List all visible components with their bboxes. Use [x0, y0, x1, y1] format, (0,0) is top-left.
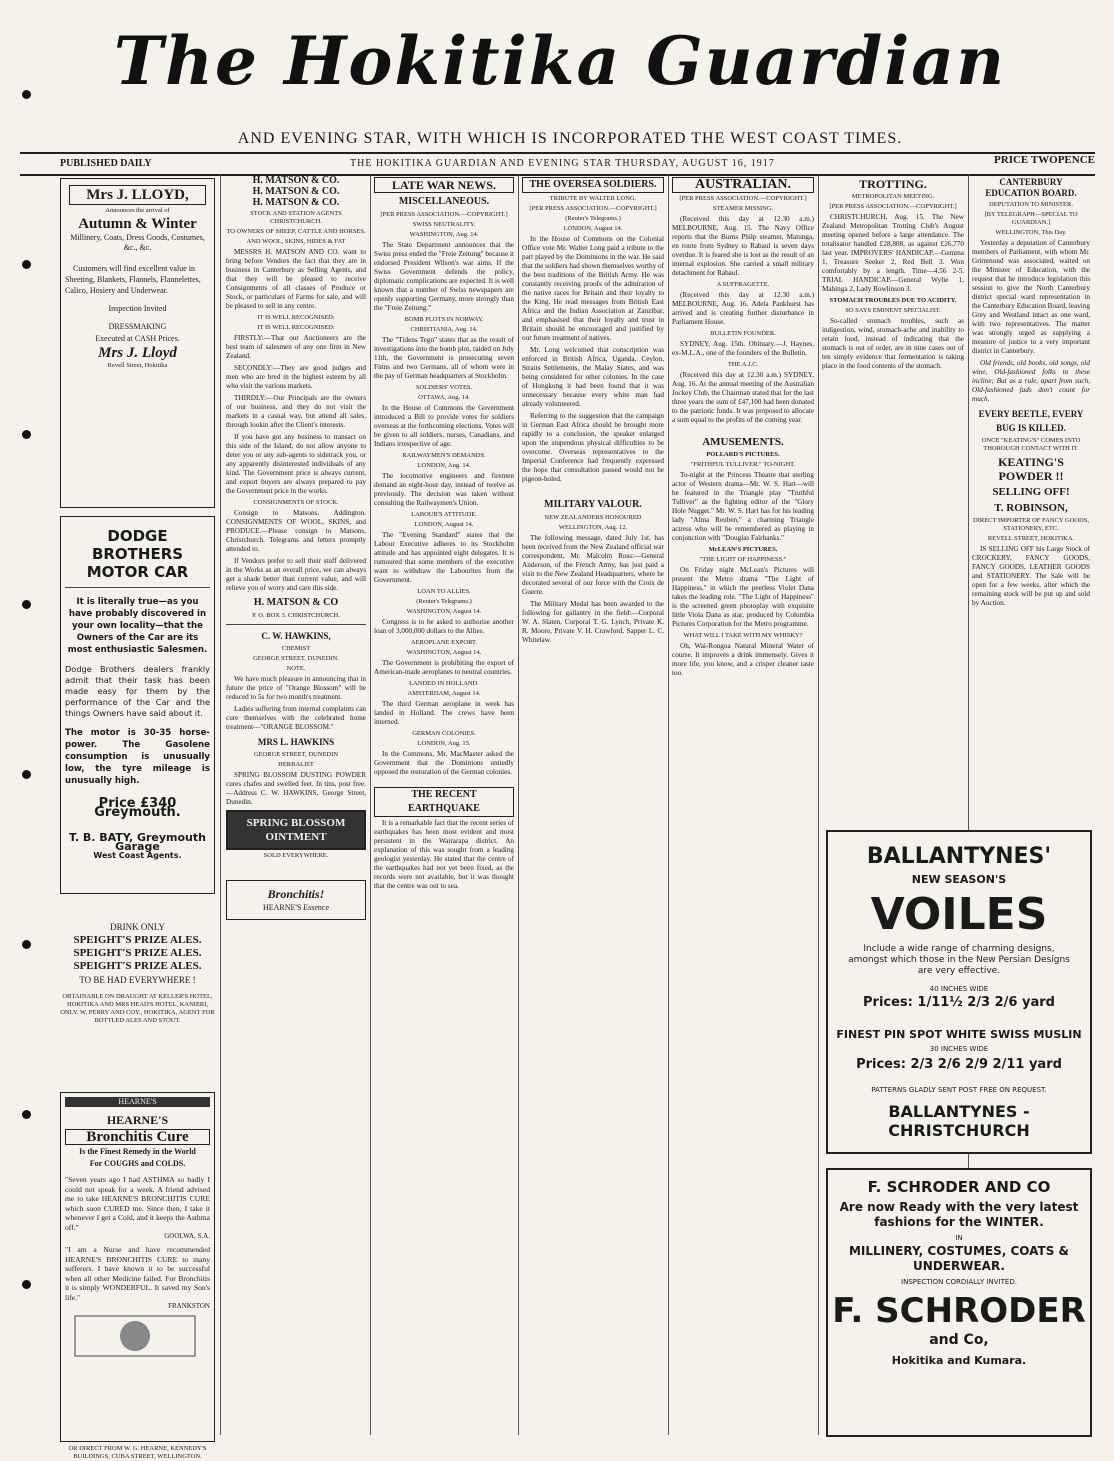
loan-src: (Reuter's Telegrams.): [416, 598, 472, 605]
schroder-places: Hokitika and Kumara.: [891, 1354, 1027, 1367]
board-sub: DEPUTATION TO MINISTER.: [989, 201, 1073, 208]
matson-para-3: SECONDLY:—They are good judges and men who are bred in the highest esteem by all who visit the various markets.: [226, 364, 366, 390]
matson-para-7: If Vendors prefer to sell their stuff delivered in the Works as an overall price, we can always get a shade better than current value, and will relieve you of worry and care this side.: [226, 557, 366, 592]
loan-date: WASHINGTON, August 14.: [406, 608, 482, 615]
ale-line-2: SPEIGHT'S PRIZE ALES.: [73, 947, 202, 959]
hawkins-name: C. W. HAWKINS,: [261, 631, 331, 641]
schroder-goods: MILLINERY, COSTUMES, COATS & UNDERWEAR.: [848, 1244, 1070, 1273]
valour-text: The following message, dated July 1st, has been received from the New Zealand official war correspondent, Mr. Malcolm Ross:—General Anderson, of the French Army, has just paid a visit to the New Zealand Headquarters, where he decorated several of our force with the Croix de Guerre.: [522, 534, 664, 596]
column-rule: [220, 175, 221, 1435]
bronchitis-hearne: HEARNE'S Essence: [262, 903, 330, 912]
australian-assoc: [PER PRESS ASSOCIATION.—COPYRIGHT.]: [679, 195, 807, 202]
oversea-text: In the House of Commons on the Colonial Office vote Mr. Walter Long paid a tribute to the part played by the Dominions in the war. He said that the soldiers had shown themselves worthy of the best traditions of the British Army. He was constantly receiving proofs of the admiration of the native races for Britain and their loyalty to the King. He read messages from British East Africa and the Indian Association at Zanzibar, and emphasised that their loyalty and trust in Britain should be encouraged and justified by our future treatment of natives.: [522, 235, 664, 342]
column-1: [60, 175, 215, 1460]
column-rule: [818, 175, 819, 1435]
labour-head: LABOUR'S ATTITUDE.: [411, 511, 477, 518]
dodge-para-2: Dodge Brothers dealers frankly admit that their task has been made easy for them by the performance of the Car and the things Owners have said about it.: [65, 664, 210, 718]
binding-hole: [22, 600, 31, 609]
speights-advert: [60, 922, 215, 1082]
norway-head: BOMB PLOTS IN NORWAY.: [404, 316, 484, 323]
pollard-sub: "FRITHFUL TULLIVER." TO-NIGHT.: [690, 461, 796, 468]
hearne-quote-2: "I am a Nurse and have recommended HEARNE'S BRONCHITIS CURE to many sufferers. I have known it to be successful when all other Medicine failed. For Bronchitis it is simply WONDERFUL. It saved my Son's life.": [65, 1245, 210, 1302]
war-news-title: LATE WAR NEWS.: [374, 177, 514, 193]
oversea-reuter: (Reuter's Telegrams.): [565, 215, 621, 222]
lloyd-signature: Mrs J. Lloyd: [98, 345, 177, 361]
hearne-footer: OR DIRECT FROM W. G. HEARNE, KENNEDY'S BUILDINGS, CUBA STREET, WELLINGTON.: [68, 1445, 207, 1460]
schroder-ready: Are now Ready with the very latest fashions for the WINTER.: [839, 1200, 1079, 1229]
binding-hole: [22, 940, 31, 949]
binding-hole: [22, 1280, 31, 1289]
matson-owners: TO OWNERS OF SHEEP, CATTLE AND HORSES.: [226, 228, 366, 235]
matson-wool: AND WOOL, SKINS, HIDES & FAT: [246, 238, 346, 245]
binding-hole: [22, 770, 31, 779]
matson-sub: STOCK AND STATION AGENTS CHRISTCHURCH.: [250, 210, 342, 225]
rail-text: The locomotive engineers and firemen demand an eight-hour day, instead of twelve as previously. The decision was taken without consulting the Railwaymen's Union.: [374, 472, 514, 507]
dodge-advert: [60, 516, 215, 894]
published-daily: PUBLISHED DAILY: [60, 158, 152, 169]
ballantynes-prices-2: Prices: 2/3 2/6 2/9 2/11 yard: [856, 1057, 1062, 1072]
oversea-title: THE OVERSEA SOLDIERS.: [522, 177, 664, 193]
hearne-finest: Is the Finest Remedy in the World: [79, 1147, 196, 1156]
matson-rec-2: IT IS WELL RECOGNISED:: [257, 324, 335, 331]
stomach-text: So-called stomach troubles, such as indigestion, wind, stomach-ache and inability to retain food, instead of indicating that the stomach is out of order, are in nine cases out of ten simply evidence that fermentation is taking place in the food contents of the stomach.: [822, 317, 964, 370]
oversea-assoc: [PER PRESS ASSOCIATION.—COPYRIGHT.]: [529, 205, 657, 212]
dodge-title: DODGE BROTHERS MOTOR CAR: [86, 527, 189, 581]
stomach-head: STOMACH TROUBLES DUE TO ACIDITY.: [829, 297, 957, 304]
ale-line-3: SPEIGHT'S PRIZE ALES.: [73, 960, 202, 972]
sundry-verse: Old friends, old books, old songs, old wine, Old-fashioned folks to these incline; But as a rule, apart from such, Old-fashioned fads don't count for much.: [972, 359, 1090, 403]
pollard-text: To-night at the Princess Theatre that sterling actor of Western drama—Mr. W. S. Hart—will be featured in the Triangle play "Truthful Tulliver" as the fighting editor of the "Glory Hole Nugget." Mr. W. S. Hart has for his leading lady "Alma Reuben," a charming Triangle actress who will be remembered as playing in conjunction with "Douglas Fairbanks.": [672, 471, 814, 542]
ale-line-1: SPEIGHT'S PRIZE ALES.: [73, 934, 202, 946]
lloyd-goods: Millinery, Coats, Dress Goods, Costumes, &c., &c.: [70, 233, 205, 252]
hawkins-note: NOTE.: [286, 665, 306, 672]
loan-text: Congress is to be asked to authorise another loan of 3,000,000 dollars to the Allies.: [374, 618, 514, 635]
valour-sub: NEW ZEALANDERS HONOURED: [544, 514, 642, 521]
steamer-text: (Received this day at 12.30 a.m.) MELBOURNE, Aug. 15. The Navy Office reports that the Burns Philp steamer, Matunga, en route from Sydney to Rabaul is seven days overdue. It is feared she is lost as the result of an internal explosion. She carried a small military detachment for Rabaul.: [672, 215, 814, 277]
hearne-title: HEARNE'S: [106, 1113, 169, 1127]
robinson-text: IS SELLING OFF his Large Stock of CROCKERY, FANCY GOODS, FANCY GOODS, LEATHER GOODS and STATIONERY. The Sale will be open for a few weeks, after which the remaining stock will be put up and sold by Auction.: [972, 545, 1090, 607]
colonies-date: LONDON, Aug. 15.: [417, 740, 471, 747]
ballantynes-muslin: FINEST PIN SPOT WHITE SWISS MUSLIN: [836, 1028, 1082, 1041]
lloyd-cash: Executed at CASH Prices.: [95, 334, 180, 343]
hearne-sign-1: GOOLWA, S.A.: [164, 1232, 210, 1240]
hawkins-herbalist: HERBALIST: [278, 761, 314, 768]
matson-para-5: If you have got any business to transact on this side of the Island, do not allow anyone to deter you or any sub-agents to sidetrack you, or any apparently disinterested individuals of any kind. The Government price is always current, and export buyers are always prepared to pay the Government price in the works.: [226, 433, 366, 495]
swiss-text: The State Department announces that the Swiss press ended the "Freie Zeitung" because it endorsed President Wilson's war aims. If the Swiss Government defends the policy, diplomatic complications are expected. It is well known that a number of Swiss newspapers are openly supporting Germany, more strongly than the "Freie Zeitung.": [374, 241, 514, 312]
war-news-misc: MISCELLANEOUS.: [398, 196, 490, 207]
masthead-subtitle: AND EVENING STAR, WITH WHICH IS INCORPORATED THE WEST COAST TIMES.: [237, 130, 903, 147]
steamer-head: STEAMER MISSING.: [712, 205, 774, 212]
soldiers-text: In the House of Commons the Government introduced a Bill to provide votes for soldiers overseas at the forthcoming elections. Votes will be given to all soldiers, nurses, Canadians, and Indians irrespective of age.: [374, 404, 514, 448]
matson-para-2: FIRSTLY:—That our Auctioneers are the best team of salesmen of any one firm in New Zealand.: [226, 334, 366, 360]
board-title: CANTERBURY EDUCATION BOARD.: [985, 177, 1077, 198]
lloyd-dress: DRESSMAKING: [108, 322, 167, 331]
dodge-para-3: The motor is 30-35 horse-power. The Gasolene consumption is unusually low, the tyre mileage is unusually high.: [65, 728, 210, 786]
column-rule: [668, 175, 669, 1435]
lloyd-invite: Inspection Invited: [108, 304, 167, 313]
hearne-sign-2: FRANKSTON: [168, 1302, 210, 1310]
column-6: [822, 175, 964, 825]
trotting-sub: METROPOLITAN MEETING.: [851, 193, 935, 200]
suffragette-head: A SUFFRAGETTE.: [716, 281, 770, 288]
matson-para-6: Consign to Matsons, Addington. CONSIGNMENTS OF WOOL, SKINS, and PRODUCE.—Please consign to Matsons, Christchurch. Telegrams and letters promptly attended to.: [226, 509, 366, 553]
ballantynes-desc: Include a wide range of charming designs, amongst which those in the New Persian Designs are very effective.: [848, 944, 1070, 976]
trotting-assoc: [PER PRESS ASSOCIATION.—COPYRIGHT.]: [829, 203, 957, 210]
suffragette-text: (Received this day at 12.30 a.m.) MELBOURNE, Aug. 16. Adela Pankhurst has arrived and is creating further disturbance in Parliament House.: [672, 291, 814, 326]
matson-consign: CONSIGNMENTS OF STOCK.: [253, 499, 339, 506]
column-rule: [518, 175, 519, 1435]
price: PRICE TWOPENCE: [994, 154, 1095, 166]
oversea-date: LONDON, August 14.: [563, 225, 623, 232]
rail-head: RAILWAYMEN'S DEMANDS.: [402, 452, 486, 459]
war-news-assoc: [PER PRESS ASSOCIATION.—COPYRIGHT.]: [380, 211, 508, 218]
valour-head: MILITARY VALOUR.: [544, 499, 642, 510]
hawkins-street: GEORGE STREET, DUNEDIN.: [253, 655, 339, 662]
amusements-head: AMUSEMENTS.: [702, 436, 784, 448]
bulletin-head: BULLETIN FOUNDER.: [710, 330, 776, 337]
valour-date: WELLINGTON, Aug. 12.: [558, 524, 628, 531]
column-4: [522, 175, 664, 1435]
hearne-illustration: [65, 1311, 205, 1361]
soldiers-head: SOLDIERS' VOTES.: [415, 384, 473, 391]
lloyd-name: Mrs J. LLOYD,: [69, 185, 206, 205]
dodge-price: Price £340 Greymouth.: [94, 796, 181, 820]
ballantynes-new: NEW SEASON'S: [911, 873, 1007, 886]
rail-date: LONDON, Aug. 14.: [417, 462, 471, 469]
board-date: WELLINGTON, This Day.: [995, 229, 1067, 236]
schroder-in: IN: [955, 1234, 963, 1242]
hawkins-para-1: We have much pleasure in announcing that in future the price of "Orange Blossom" will be reduced to 5s for two month's treatment.: [226, 675, 366, 701]
matson-line-3: H. MATSON & CO.: [252, 197, 340, 208]
ale-had: TO BE HAD EVERYWHERE !: [79, 975, 196, 985]
colonies-text: In the Commons, Mr. MacMaster asked the Government that the Dominions unitedly opposed the restoration of the German colonies.: [374, 750, 514, 776]
keating-title: KEATING'S POWDER !!: [998, 455, 1064, 483]
binding-hole: [22, 260, 31, 269]
ballantynes-signature: BALLANTYNES - CHRISTCHURCH: [888, 1102, 1030, 1140]
masthead-title: The Hokitika Guardian: [113, 22, 1007, 100]
australian-title: AUSTRALIAN.: [672, 177, 814, 193]
aero-head: AEROPLANE EXPORT.: [410, 639, 478, 646]
dodge-dealer: T. B. BATY, Greymouth Garage: [69, 831, 206, 853]
dateline-bar: [20, 152, 1095, 176]
norway-date: CHRISTIANIA, Aug. 14.: [410, 326, 478, 333]
trotting-title: TROTTING.: [859, 177, 927, 191]
matson-line-1: H. MATSON & CO.: [252, 175, 340, 186]
earthquake-text: It is a remarkable fact that the recent series of earthquakes has been most evident and most persistent in the Wairarapa district. An explanation of this was sought from a leading geologist yesterday. He stated that the centre of the earthquakes had not yet been fixed, as the records were not available, but it was thought that the centre was out to sea.: [374, 819, 514, 890]
robinson-address: REVELL STREET, HOKITIKA.: [987, 535, 1075, 542]
binding-hole: [22, 90, 31, 99]
oversea-text-2: Mr. Long welcomed that conscription was enforced in British Africa, Uganda, Ceylon, Straits Settlements, the Malay States, and was being considered for other colonies. In the case of Hongkong it had been found that it was unnecessary because every white man had already volunteered.: [522, 346, 664, 408]
holland-head: LANDED IN HOLLAND.: [409, 680, 479, 687]
matson-line-2: H. MATSON & CO.: [252, 186, 340, 197]
hawkins-signature: MRS L. HAWKINS: [257, 737, 335, 747]
lloyd-advert: [60, 178, 215, 508]
board-text: Yesterday a deputation of Canterbury members of Parliament, with whom Mr. Grimmond was associated, waited on the Minister of Education, with the request that he introduce legislation this session to give the North Canterbury district special ward representation in the Canterbury Education Board, leaving Grey and Westland intact as one ward, with two representatives. The matter was strongly urged as supplying a measure of justice to a very important district in Canterbury.: [972, 239, 1090, 355]
robinson-name: T. ROBINSON,: [994, 502, 1068, 514]
whisky-text: Oh, Wai-Rongoa Natural Mineral Water of course. It improves a drink immensely. Gives it more life, you know, and a crisper cleaner taste too.: [672, 642, 814, 677]
whisky-head: WHAT WILL I TAKE WITH MY WHISKY?: [683, 632, 803, 639]
keating-sub: ONCE "KEATING'S" COMES INTO THOROUGH CONTACT WITH IT.: [981, 437, 1081, 452]
hearne-cure: Bronchitis Cure: [65, 1129, 210, 1145]
board-assoc: [BY TELEGRAPH—SPECIAL TO GUARDIAN.]: [984, 211, 1078, 226]
aero-text: The Government is prohibiting the export of American-made aeroplanes to neutral countries.: [374, 659, 514, 676]
ballantynes-advert: [826, 830, 1092, 1154]
lloyd-text: Customers will find excellent value in Sheeting, Blankets, Flannels, Flannelettes, Calico, Hosiery and Underwear.: [65, 264, 201, 295]
schroder-title: F. SCHRODER AND CO: [867, 1178, 1051, 1196]
binding-hole: [22, 430, 31, 439]
ajc-head: THE A.J.C.: [727, 361, 759, 368]
ballantynes-patterns: PATTERNS GLADLY SENT POST FREE ON REQUEST.: [871, 1086, 1047, 1094]
hawkins-role: CHEMIST: [281, 645, 311, 652]
matson-signature: H. MATSON & CO: [253, 597, 339, 608]
earthquake-head: THE RECENT EARTHQUAKE: [374, 787, 514, 817]
bronchitis-advert: [226, 880, 366, 920]
oversea-tribute: TRIBUTE BY WALTER LONG.: [549, 195, 637, 202]
labour-date: LONDON, August 14.: [414, 521, 474, 528]
ballantynes-title: BALLANTYNES': [866, 844, 1052, 869]
holland-text: The third German aeroplane in week has landed in Holland. The crews have been interned.: [374, 700, 514, 726]
bronchitis-title: Bronchitis!: [267, 887, 325, 901]
ballantynes-voiles: VOILES: [870, 889, 1048, 940]
dodge-agents: West Coast Agents.: [93, 851, 182, 860]
lloyd-announce: Announces the arrival of: [105, 207, 170, 214]
column-7: [972, 175, 1090, 825]
dodge-para-1: It is literally true—as you have probably discovered in your own locality—that the Owners of the Car are its most enthusiastic Salesmen.: [67, 597, 208, 655]
lloyd-season: Autumn & Winter: [78, 216, 197, 232]
issue-date: THE HOKITIKA GUARDIAN AND EVENING STAR THURSDAY, AUGUST 16, 1917: [350, 158, 775, 169]
schroder-advert: [826, 1168, 1092, 1437]
robinson-role: DIRECT IMPORTER OF FANCY GOODS, STATIONERY, ETC.: [973, 517, 1089, 532]
schroder-signature: F. SCHRODER: [832, 1291, 1086, 1331]
column-2: [226, 175, 366, 1435]
matson-box: P. O. BOX 3. CHRISTCHURCH.: [252, 612, 340, 619]
column-3: [374, 175, 514, 1435]
column-5: [672, 175, 814, 1435]
holland-date: AMSTERDAM, August 14.: [407, 690, 481, 697]
loan-head: LOAN TO ALLIES.: [417, 588, 471, 595]
mclean-sub: "THE LIGHT OF HAPPINESS.": [699, 556, 787, 563]
swiss-date: WASHINGTON, Aug. 14.: [409, 231, 479, 238]
ajc-text: (Received this day at 12.30 a.m.) SYDNEY, Aug. 16. At the annual meeting of the Australian Jockey Club, the Chairman stated that for the last three years the sum of £47,100 had been donated to the patriotic funds. It was proposed to allocate a sum equal to the profits of the coming year.: [672, 371, 814, 424]
labour-text: The "Evening Standard" states that the Labour Executive adheres to its Stockholm attitude and has appointed eight delegates. It is rumoured that some members of the executive want to withdraw the Labourites from the Government.: [374, 531, 514, 584]
oversea-text-3: Referring to the suggestion that the campaign in German East Africa should be brought more rapidly to a conclusion, the speaker enlarged upon the stupendous physical difficulties to be overcome. Overseas representatives to the Imperial Conference had frequently expressed the hope that consultation passed would not be pigeon-holed.: [522, 412, 664, 483]
hearne-banner: HEARNE'S: [65, 1097, 210, 1107]
ballantynes-width-2: 30 INCHES WIDE: [929, 1045, 989, 1053]
mclean-head: McLEAN'S PICTURES.: [708, 546, 778, 553]
trotting-text: CHRISTCHURCH, Aug. 15. The New Zealand Metropolitan Trotting Club's August meeting opened before a large attendance. The totalisator handled £28,808, as against £26,770 last year. IMPROVERS' HANDICAP.—Gemma 1, Treasure Seeker 2, Red Bell 3. Won comfortably by a length. Time—4.56 2-5. TRIAL HANDICAP.—General Wylie 1, Mahinga 2, Lady Rowlinson 3.: [822, 213, 964, 293]
aero-date: WASHINGTON, August 14.: [406, 649, 482, 656]
matson-para-4: THIRDLY:—Our Principals are the owners of our business, and they do not visit the markets in a casual way, but attend all sales, through lookin after the Client's interests.: [226, 394, 366, 429]
matson-rec-1: IT IS WELL RECOGNISED:: [257, 314, 335, 321]
column-rule: [370, 175, 371, 1435]
hearne-quote-1: "Seven years ago I had ASTHMA so badly I could not speak for a week. A friend advised me to take HEARNE'S BRONCHITIS CURE which soon CURED me. Since then, I take it whenever I get a Cold, and it keeps the Asthma off.": [65, 1175, 210, 1232]
valour-text-2: The Military Medal has been awarded to the following for gallantry in the field:—Corporal W. A. Slaten, Corporal T. G. Lynch, Private K. R. Moore, Private V. H. Crawford, Sapper L. C. Whitelaw.: [522, 600, 664, 644]
spring-sold: SOLD EVERYWHERE.: [263, 852, 329, 859]
lloyd-address: Revell Street, Hokitika: [107, 362, 168, 369]
hearne-advert: [60, 1092, 215, 1442]
schroder-and: and Co,: [929, 1332, 989, 1348]
soldiers-date: OTTAWA, Aug. 14.: [418, 394, 470, 401]
norway-text: The "Tidens Tegn" states that as the result of investigations into the bomb plot, raided on July 11th, the Government is prosecuting seven Finns and two Germans, all of whom were in the pay of German headquarters at Stockholm.: [374, 336, 514, 380]
ballantynes-width: 40 INCHES WIDE: [929, 985, 989, 993]
hearne-for: For COUGHS and COLDS.: [89, 1159, 186, 1168]
matson-para-1: MESSRS H. MATSON AND CO. want to bring before Vendors the fact that they are in business in Canterbury as Selling Agents, and that they will be pleased to receive Consignments of all classes of Produce or Stock, or particulars of Farms for sale, and will be pleased to sell in any centre.: [226, 248, 366, 310]
pollard-head: POLLARD'S PICTURES.: [706, 451, 780, 458]
schroder-invite: INSPECTION CORDIALLY INVITED.: [901, 1278, 1017, 1286]
colonies-head: GERMAN COLONIES.: [412, 730, 476, 737]
bulletin-text: SYDNEY, Aug. 15th. Obituary.—J. Haynes, ex-M.L.A., one of the founders of the Bulletin.: [672, 340, 814, 357]
beetle-head: EVERY BEETLE, EVERY BUG IS KILLED.: [978, 409, 1084, 433]
ale-drink: DRINK ONLY: [110, 922, 165, 932]
ale-text: OBTAINABLE ON DRAUGHT AT KELLER'S HOTEL, HOKITIKA AND MRS HEAD'S HOTEL, KANIERI, ONLY. W. PERRY AND COY., HOKITIKA, AGENT FOR BOTTLED ALES AND STOUT.: [60, 993, 215, 1024]
swiss-head: SWISS NEUTRALITY.: [412, 221, 476, 228]
mclean-text: On Friday night McLean's Pictures will present the Metro drama "The Light of Happiness," in which the peerless Violet Dana takes the leading role. "The Light of Happiness" is the screened green photoplay with exquisite little Viola Dana as star, produced by Columbia Pictures Corporation for the Metro programme.: [672, 566, 814, 628]
ballantynes-prices: Prices: 1/11½ 2/3 2/6 yard: [863, 995, 1055, 1010]
selling-off: SELLING OFF!: [992, 486, 1070, 498]
spring-text: SPRING BLOSSOM DUSTING POWDER cures chafes and swelled feet. In tins, post free.—Address C. W. HAWKINS, George Street, Dunedin.: [226, 771, 366, 806]
binding-hole: [22, 1110, 31, 1119]
stomach-sub: SO SAYS EMINENT SPECIALIST.: [845, 307, 941, 314]
hawkins-address: GEORGE STREET, DUNEDIN: [253, 751, 339, 758]
hawkins-para-2: Ladies suffering from internal complaints can cure themselves with the celebrated home treatment—"ORANGE BLOSSOM.": [226, 705, 366, 731]
spring-blossom-ad: SPRING BLOSSOM OINTMENT: [226, 810, 366, 850]
